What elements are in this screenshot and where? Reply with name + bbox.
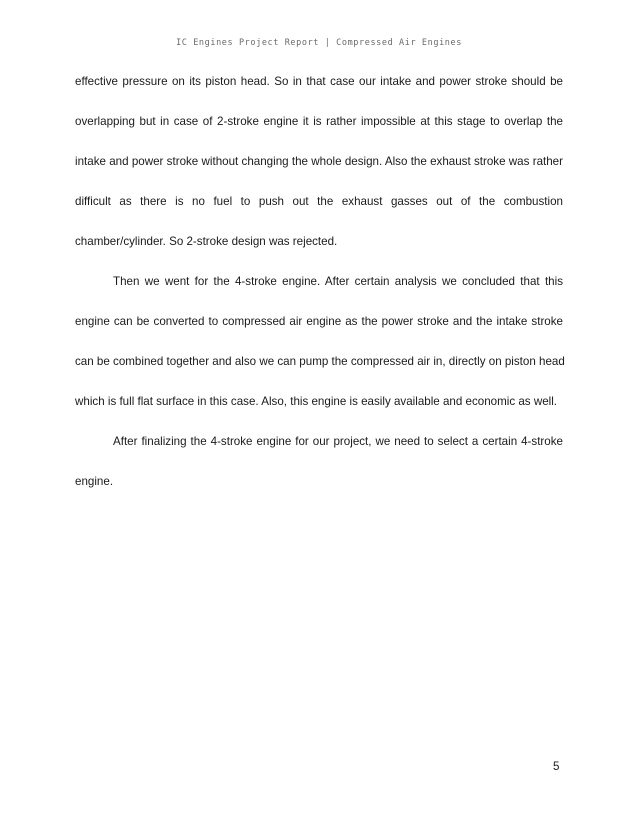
text-line: Then we went for the 4-stroke engine. After certain analysis we concluded that this	[113, 275, 563, 288]
text-line: chamber/cylinder. So 2-stroke design was rejected.	[75, 235, 338, 248]
page-number: 5	[553, 760, 560, 773]
text-line: intake and power stroke without changing the whole design. Also the exhaust stroke was rather	[75, 155, 563, 168]
text-line: difficult as there is no fuel to push out the exhaust gasses out of the combustion	[75, 195, 563, 208]
text-line: engine.	[75, 475, 114, 488]
text-line: effective pressure on its piston head. So in that case our intake and power stroke should be	[75, 75, 563, 88]
text-line: After finalizing the 4-stroke engine for our project, we need to select a certain 4-stroke	[113, 435, 563, 448]
text-line: can be combined together and also we can pump the compressed air in, directly on piston head	[75, 355, 565, 368]
text-line: which is full flat surface in this case. Also, this engine is easily available and economic as well.	[75, 395, 558, 408]
text-line: overlapping but in case of 2-stroke engine it is rather impossible at this stage to overlap the	[75, 115, 563, 128]
running-header: IC Engines Project Report | Compressed Air Engines	[176, 38, 462, 48]
text-line: engine can be converted to compressed air engine as the power stroke and the intake stroke	[75, 315, 563, 328]
